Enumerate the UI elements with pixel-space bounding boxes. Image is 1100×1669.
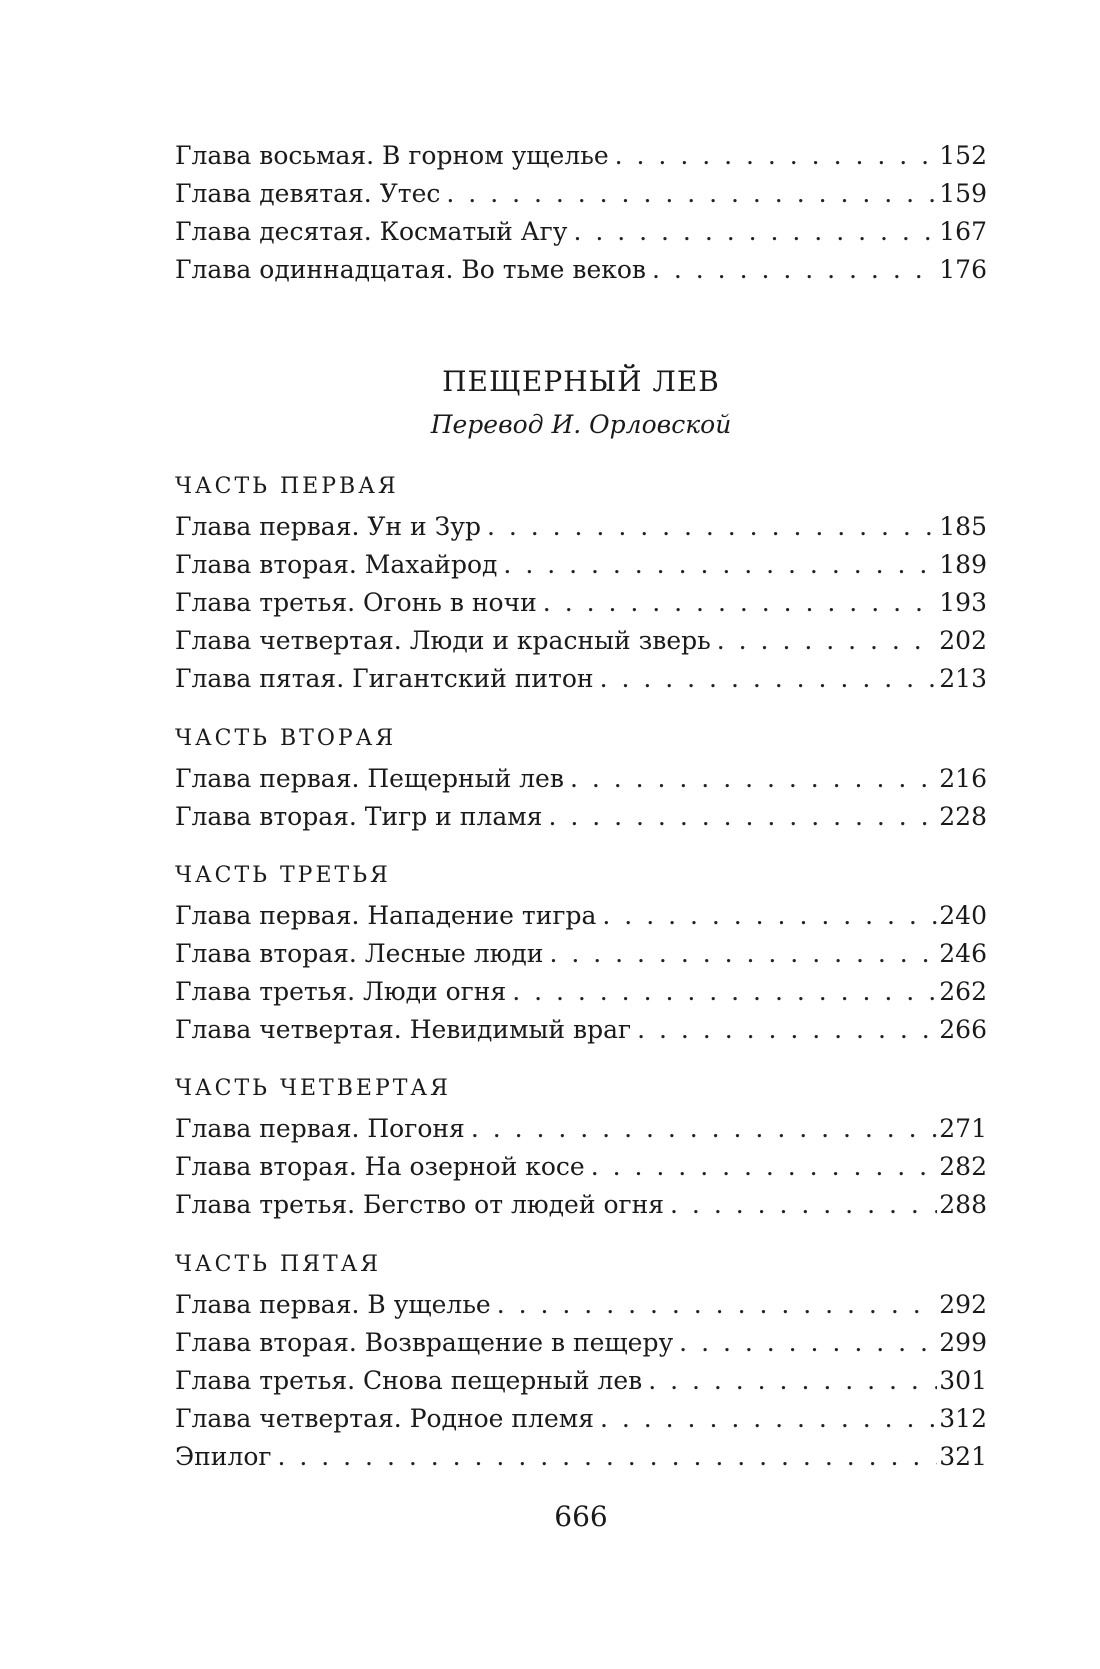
toc-entry-page: 193 (939, 588, 987, 617)
toc-entry (175, 1438, 987, 1476)
toc-entry-title: Глава одиннадцатая. Во тьме веков (175, 255, 646, 284)
dot-leader (652, 251, 937, 289)
toc-entry (175, 935, 987, 973)
dot-leader (446, 175, 937, 213)
dot-leader (615, 137, 938, 175)
part-heading: ЧАСТЬ ЧЕТВЕРТАЯ (175, 1076, 451, 1101)
dot-leader (637, 1011, 937, 1049)
toc-entry (175, 137, 987, 175)
part-heading: ЧАСТЬ ПЕРВАЯ (175, 474, 399, 499)
toc-entry-page: 228 (939, 802, 987, 831)
work-title: ПЕЩЕРНЫЙ ЛЕВ (442, 365, 720, 398)
toc-entry-page: 202 (939, 626, 987, 655)
dot-leader (549, 935, 937, 973)
toc-entry (175, 760, 987, 798)
toc-entry-title: Глава вторая. Возвращение в пещеру (175, 1328, 674, 1357)
toc-entry-title: Глава третья. Огонь в ночи (175, 588, 537, 617)
toc-entry (175, 1148, 987, 1186)
toc-entry (175, 1400, 987, 1438)
toc-entry-page: 159 (939, 179, 987, 208)
toc-entry-title: Глава третья. Снова пещерный лев (175, 1366, 643, 1395)
toc-entry-title: Глава четвертая. Невидимый враг (175, 1015, 632, 1044)
toc-entry-page: 246 (939, 939, 987, 968)
dot-leader (471, 1110, 937, 1148)
toc-entry-title: Глава первая. В ущелье (175, 1290, 491, 1319)
dot-leader (602, 897, 937, 935)
toc-entry-title: Глава первая. Нападение тигра (175, 901, 597, 930)
toc-entry (175, 584, 987, 622)
toc-entry-title: Глава вторая. Махайрод (175, 550, 498, 579)
dot-leader (573, 213, 937, 251)
toc-entry-page: 176 (939, 255, 987, 284)
dot-leader (670, 1186, 937, 1224)
toc-entry (175, 897, 987, 935)
toc-entry (175, 973, 987, 1011)
toc-entry (175, 798, 987, 836)
toc-entry-page: 216 (939, 764, 987, 793)
toc-entry (175, 1011, 987, 1049)
toc-entry (175, 508, 987, 546)
toc-entry-title: Глава третья. Люди огня (175, 977, 507, 1006)
dot-leader (600, 660, 938, 698)
toc-entry-title: Глава первая. Погоня (175, 1114, 465, 1143)
toc-entry (175, 251, 987, 289)
part-heading: ЧАСТЬ ВТОРАЯ (175, 726, 397, 751)
toc-entry (175, 1324, 987, 1362)
dot-leader (679, 1324, 937, 1362)
toc-entry (175, 1362, 987, 1400)
part-heading: ЧАСТЬ ТРЕТЬЯ (175, 863, 391, 888)
dot-leader (591, 1148, 938, 1186)
dot-leader (543, 584, 937, 622)
toc-entry-page: 266 (939, 1015, 987, 1044)
dot-leader (648, 1362, 937, 1400)
dot-leader (497, 1286, 938, 1324)
dot-leader (503, 546, 937, 584)
toc-entry-page: 301 (939, 1366, 987, 1395)
toc-entry-title: Глава первая. Ун и Зур (175, 512, 481, 541)
toc-entry-page: 189 (939, 550, 987, 579)
part-section (175, 718, 987, 836)
toc-entry-title: Глава третья. Бегство от людей огня (175, 1190, 665, 1219)
toc-entry-title: Глава четвертая. Люди и красный зверь (175, 626, 711, 655)
toc-entry-title: Глава десятая. Косматый Агу (175, 217, 568, 246)
toc-entry-page: 321 (939, 1442, 987, 1471)
toc-entry (175, 213, 987, 251)
work-translator: Перевод И. Орловской (430, 410, 732, 439)
toc-entry-page: 282 (939, 1152, 987, 1181)
toc-entry-title: Эпилог (175, 1442, 272, 1471)
dot-leader (512, 973, 937, 1011)
dot-leader (277, 1438, 937, 1476)
toc-entry-page: 292 (939, 1290, 987, 1319)
toc-entry (175, 1110, 987, 1148)
toc-entry-page: 288 (939, 1190, 987, 1219)
toc-entry-page: 262 (939, 977, 987, 1006)
toc-entry-page: 167 (939, 217, 987, 246)
dot-leader (600, 1400, 937, 1438)
part-section (175, 1068, 987, 1224)
toc-entry-title: Глава вторая. Лесные люди (175, 939, 544, 968)
dot-leader (570, 760, 937, 798)
toc-entry-title: Глава вторая. Тигр и пламя (175, 802, 543, 831)
part-heading: ЧАСТЬ ПЯТАЯ (175, 1252, 382, 1277)
page-number: 666 (554, 1500, 608, 1533)
toc-entry (175, 1286, 987, 1324)
toc-entry-title: Глава восьмая. В горном ущелье (175, 141, 609, 170)
toc-entry-title: Глава четвертая. Родное племя (175, 1404, 594, 1433)
toc-entry-page: 185 (939, 512, 987, 541)
toc-entry-title: Глава девятая. Утес (175, 179, 441, 208)
toc-entry-title: Глава первая. Пещерный лев (175, 764, 564, 793)
toc-entry (175, 546, 987, 584)
toc-entry-page: 312 (939, 1404, 987, 1433)
dot-leader (548, 798, 937, 836)
toc-entry-page: 240 (939, 901, 987, 930)
toc-entry-page: 213 (939, 664, 987, 693)
toc-entry-page: 152 (939, 141, 987, 170)
toc-entry (175, 175, 987, 213)
toc-entry (175, 1186, 987, 1224)
dot-leader (487, 508, 937, 546)
toc-entry (175, 622, 987, 660)
toc-entry (175, 660, 987, 698)
toc-entry-title: Глава вторая. На озерной косе (175, 1152, 585, 1181)
dot-leader (717, 622, 938, 660)
part-section (175, 855, 987, 1049)
toc-top-block (175, 137, 987, 289)
toc-entry-page: 299 (939, 1328, 987, 1357)
toc-entry-title: Глава пятая. Гигантский питон (175, 664, 594, 693)
part-section (175, 1244, 987, 1476)
toc-entry-page: 271 (939, 1114, 987, 1143)
part-section (175, 466, 987, 698)
